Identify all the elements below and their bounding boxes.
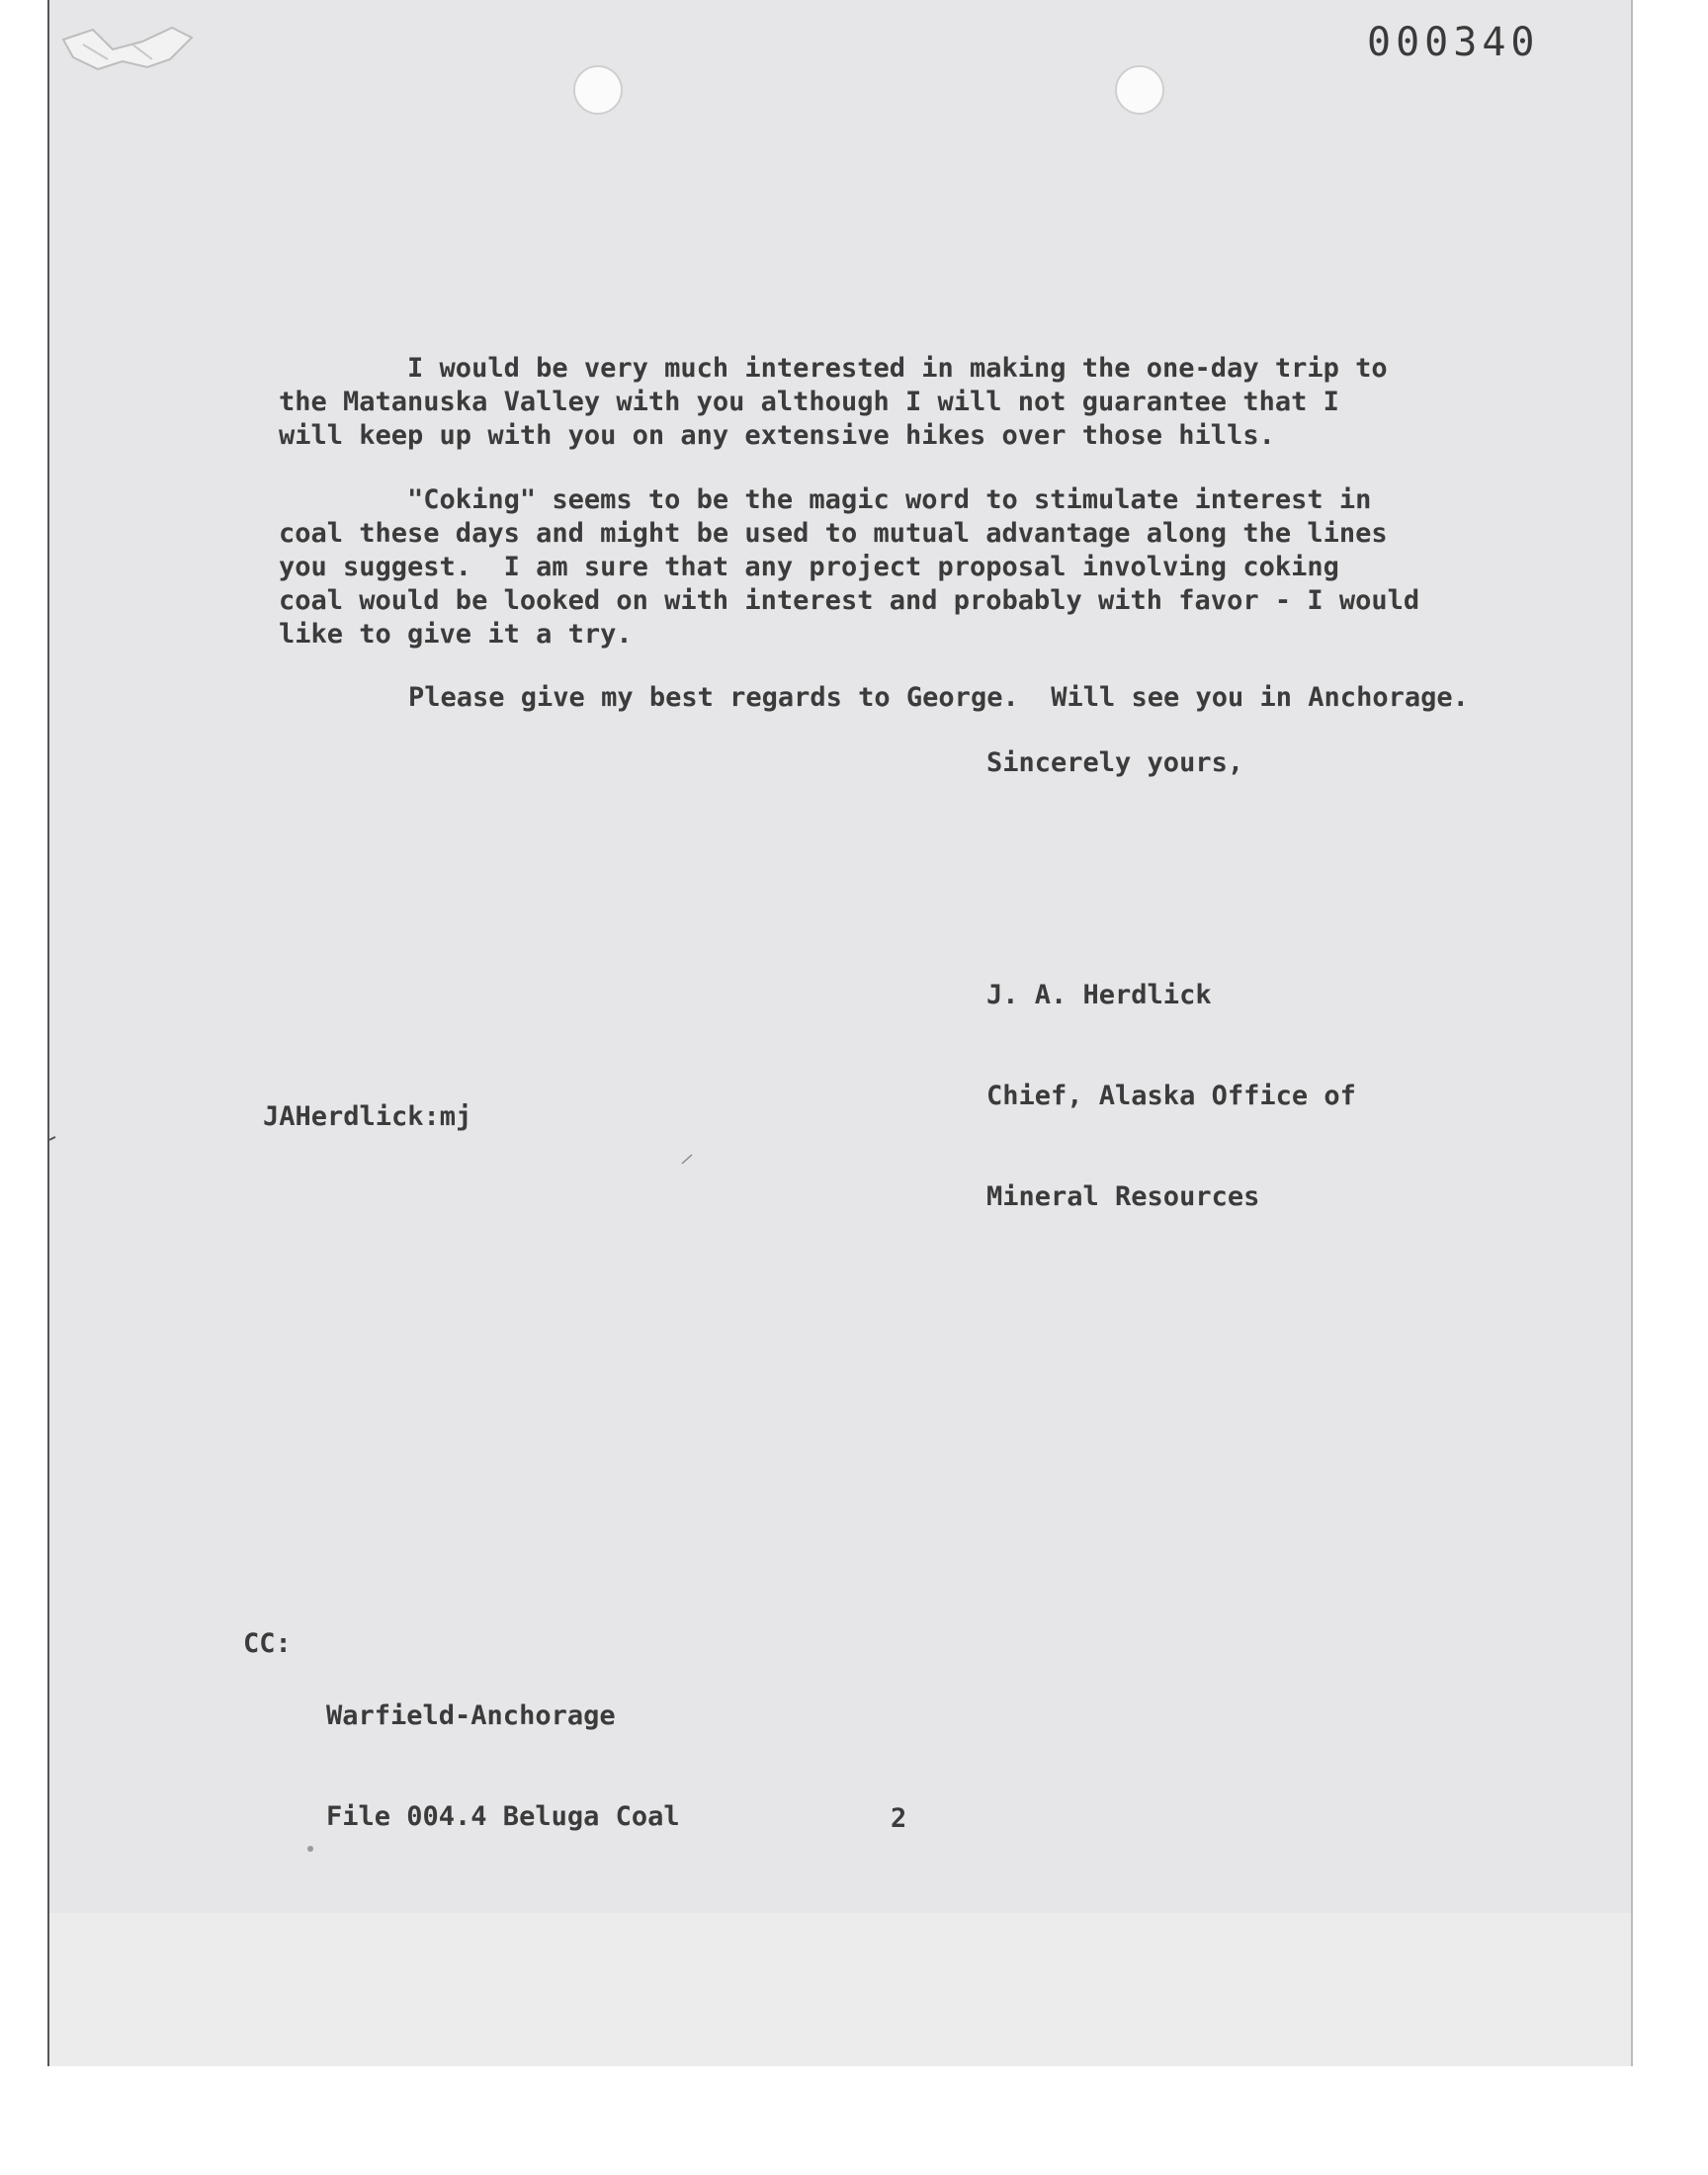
signer-title-line-2: Mineral Resources <box>986 1181 1260 1212</box>
torn-corner-mark <box>53 20 202 79</box>
body-paragraph-3: Please give my best regards to George. Will see you in Anchorage. <box>408 682 1469 713</box>
page-number: 2 <box>891 1803 907 1834</box>
cc-recipient-list <box>326 1632 680 1901</box>
body-paragraph-2: "Coking" seems to be the magic word to stimulate interest in coal these days and might be used to mutual advantage along the lines you suggest. I am sure that any project proposal involving coking coal would be looked on with interest and probably with favor - I would like to give it a try. <box>279 484 1420 650</box>
typist-initials: JAHerdlick:mj <box>263 1101 472 1132</box>
cc-recipient: File 004.4 Beluga Coal <box>326 1801 680 1832</box>
signer-title-line-1: Chief, Alaska Office of <box>986 1081 1356 1111</box>
scanned-page <box>47 0 1633 2066</box>
document-number: 000340 <box>1367 20 1540 65</box>
scan-artifacts <box>49 0 1631 2066</box>
punch-hole-left <box>573 65 623 115</box>
signature-block <box>986 912 1356 1281</box>
cc-recipient: Warfield-Anchorage <box>326 1700 616 1731</box>
signer-name: J. A. Herdlick <box>986 980 1212 1010</box>
body-paragraph-1: I would be very much interested in making the one-day trip to the Matanuska Valley with you although I will not guarantee that I will keep up with you on any extensive hikes over those hills. <box>279 353 1388 451</box>
punch-hole-right <box>1115 65 1164 115</box>
closing-salutation: Sincerely yours, <box>986 747 1244 778</box>
cc-label: CC: <box>243 1628 292 1659</box>
